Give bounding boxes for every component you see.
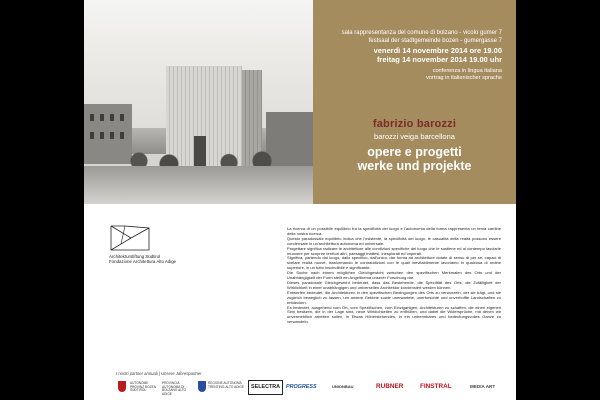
- province-de-logo: AUTONOME PROVINZ BOZEN SÜDTIROL: [130, 381, 157, 393]
- paragraph-it-3: Progettare significa radicare le architetture alle condizioni specifiche del luogo che le sostiene ed al contempo lasciarle muovere per scoprire territori altri, paesaggi inattesi, inesplorati ed imperati.: [287, 245, 501, 256]
- language-german: vortrag in italienischer sprache: [426, 75, 502, 81]
- unionbau-logo: UNIONBAU: [332, 384, 354, 389]
- date-german: freitag 14 november 2014 19.00 uhr: [376, 55, 502, 64]
- lecture-title-german: werke und projekte: [357, 159, 472, 173]
- speaker-block: [313, 118, 516, 173]
- media-art-logo: MEDIA ART: [470, 384, 496, 389]
- rubner-logo: RUBNER: [376, 383, 404, 390]
- paragraph-de-2: Dieses paradoxale Gleichgewicht bedeutet, dass das Bestehende, die Spezifität des Orts, die Zufälligkeit der Wirklichkeit in einer unabhängigen und universellen Architektur kondensiert werden können.: [287, 279, 501, 290]
- region-shield-icon: [198, 381, 206, 392]
- date-italian: venerdì 14 novembre 2014 ore 19.00: [373, 46, 502, 55]
- foundation-name-italian: Fondazione Architettura Alto Adige: [109, 259, 177, 265]
- progress-logo: PROGRESS: [286, 384, 317, 390]
- foundation-logo-icon: [109, 222, 151, 252]
- lecture-title-italian: opere e progetti: [367, 145, 462, 159]
- sponsors-label: I nostri partner annuali | Unsere Jahrespartner: [116, 371, 202, 376]
- speaker-firm: barozzi veiga barcellona: [374, 132, 455, 141]
- venue: [342, 30, 502, 45]
- paragraph-de-1: Die Suche nach einem möglichen Gleichgewicht zwischen den spezifischen Merkmalen des Orts und der Unabhängigkeit der Form stellt ein Angelthema unserer Forschung dar.: [287, 270, 501, 281]
- building-photo: [84, 0, 313, 204]
- event-date: [374, 46, 502, 64]
- paragraph-it-2: Questo paradossale equilibrio indica che l'esistente, la specificità del luogo, le casualità della realtà possono essere condensate in un'architettura autonoma ed universale.: [287, 235, 501, 246]
- lecture-description: [287, 227, 501, 325]
- poster-page: [84, 0, 516, 400]
- event-info-panel: [313, 0, 516, 204]
- foundation-name: [109, 254, 176, 265]
- province-eagle-icon: [118, 381, 126, 392]
- speaker-name: fabrizio barozzi: [372, 118, 457, 130]
- plaza: [84, 166, 313, 204]
- region-logo: REGIONE AUTONOMA TRENTINO-ALTO ADIGE: [208, 381, 245, 389]
- paragraph-it-4: Significa, partendo dal luogo, dallo specifico, dall'unico, dar forma ad architetture dotate di senso di per se, capaci di svelare realtà nuove, trasformando le contraddizioni con le quali inevitabilmente lavoriamo in qualcosa di ordine superiore, in un tutto inscindibile e significante.: [287, 255, 501, 271]
- venue-german: festsaal der stadtgemeinde bozen - gumergasse 7: [368, 37, 502, 44]
- finstral-logo: FINSTRAL: [420, 383, 452, 390]
- language-italian: conferenza in lingua italiana: [432, 68, 502, 74]
- foundation-name-german: Architekturstiftung Südtirol: [109, 254, 161, 259]
- sponsor-logos: [114, 380, 514, 394]
- venue-italian: sala rappresentanza del comune di bolzano - vicolo gumer 7: [341, 30, 502, 36]
- paragraph-it-1: La ricerca di un possibile equilibrio fra la specificità del luogo e l'autonomia della forma rappresenta un tema cardine della nostra ricerca.: [287, 226, 501, 236]
- paragraph-de-3: Entwerfen bedeutet, die Architekturen in den spezifischen Bedingungen des Orts zu verwurzeln, der sie trägt, und sie zugleich beweglich zu lassen, um andere Gebiete sowie unerwartete, unerforschte und unverhoffte Landschaften zu entdecken.: [287, 289, 501, 305]
- language-note: [426, 68, 502, 82]
- province-it-logo: PROVINCIA AUTONOMA DI BOLZANO ALTO ADIGE: [162, 381, 186, 396]
- paragraph-de-4: Es bedeutet, ausgehend vom Ort, vom Spezifischen, vom Einzigartigen, Architekturen zu schaffen, die einen eigenen Sinn besitzen, die in der Lage sind, neue Wirklichkeiten zu enthüllen, und dabei die Widersprüche, mit denen wir unvermeidlich arbeiten sollen, in Etwas Höherstehendes, in ein untrennbares und bedeutungsvolles Ganze zu verwandeln.: [287, 304, 501, 325]
- selectra-logo: SELECTRA: [248, 380, 283, 395]
